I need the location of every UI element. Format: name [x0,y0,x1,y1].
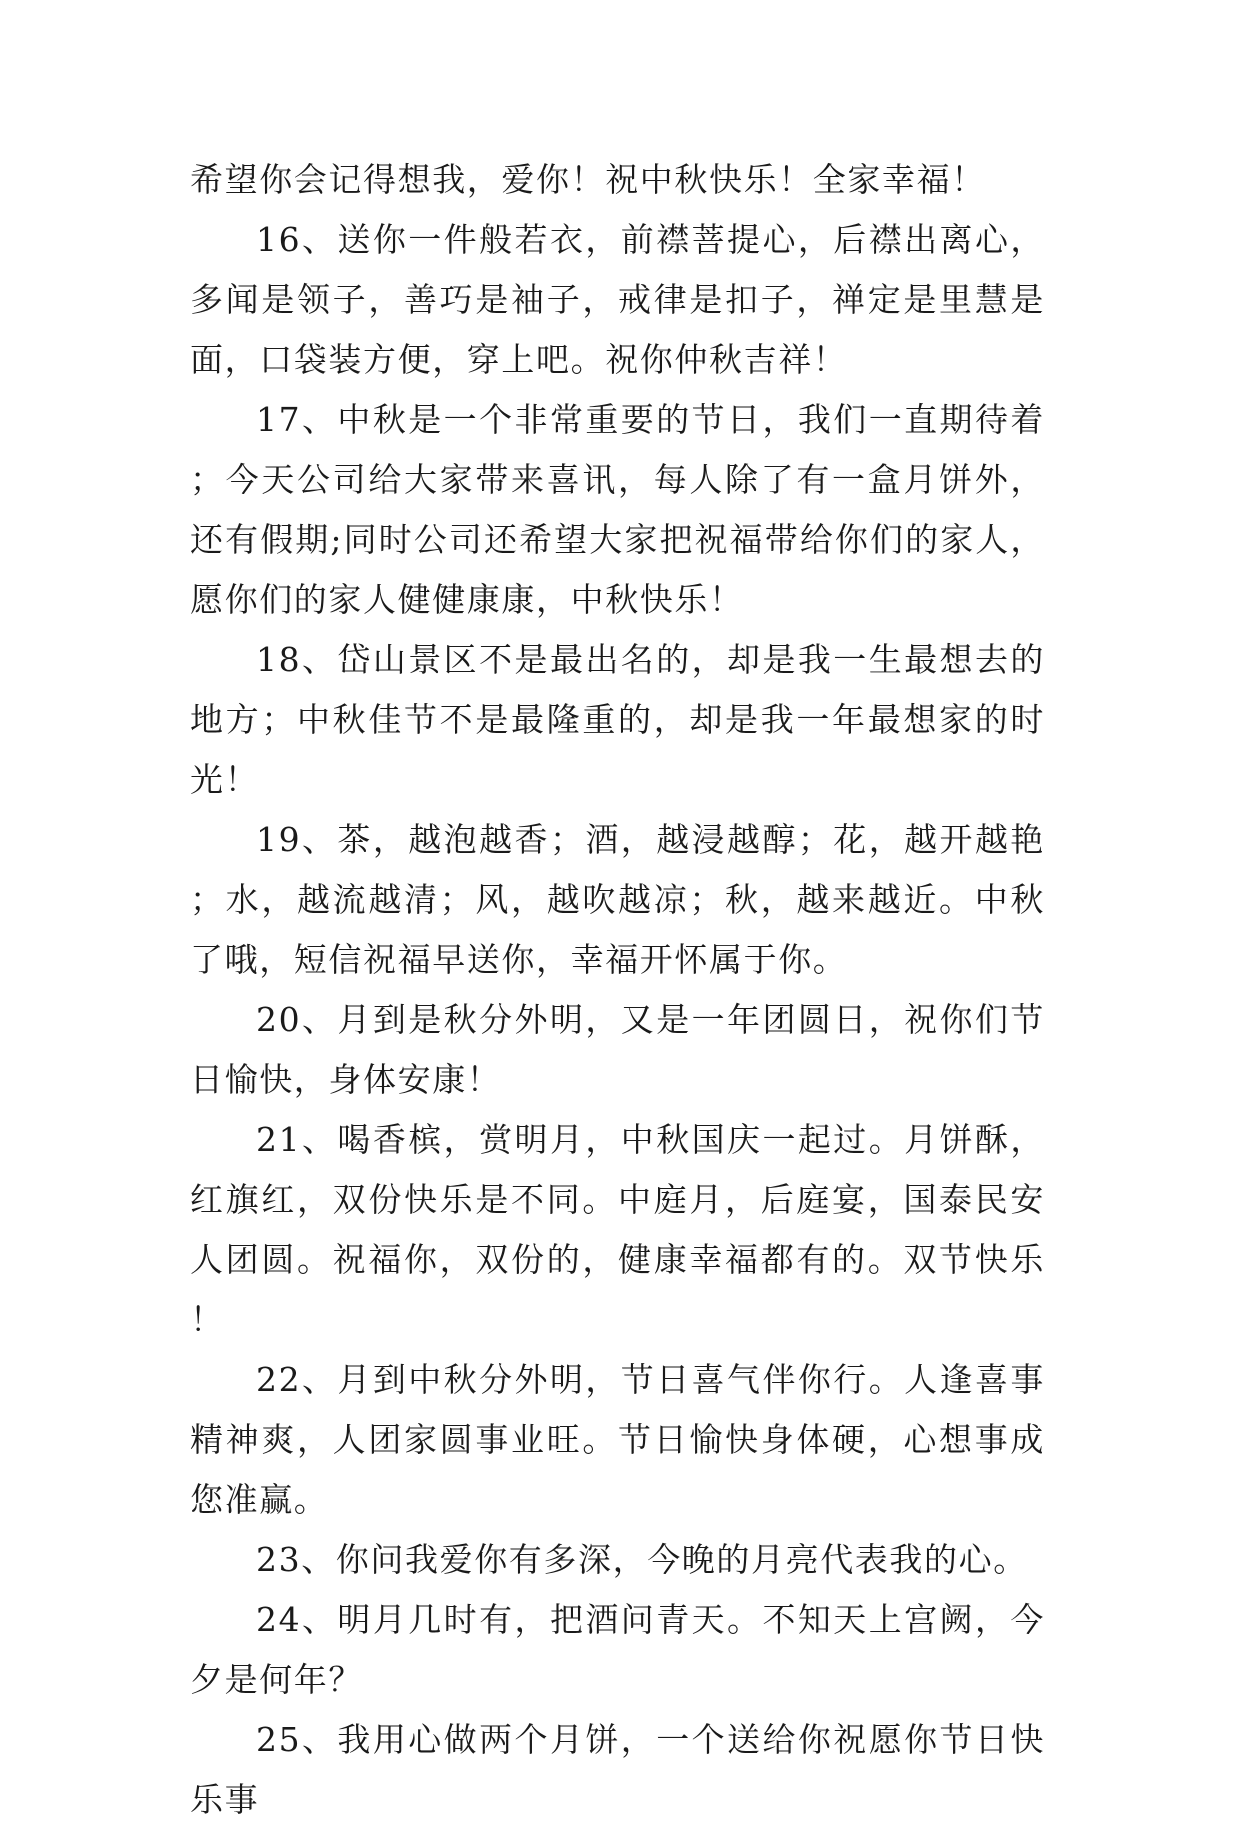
paragraph-item-21: 21、喝香槟，赏明月，中秋国庆一起过。月饼酥，红旗红，双份快乐是不同。中庭月，后庭宴，国泰民安人团圆。祝福你，双份的，健康幸福都有的。双节快乐！ [190,1120,1045,1339]
paragraph-item-17: 17、中秋是一个非常重要的节日，我们一直期待着；今天公司给大家带来喜讯，每人除了有一盒月饼外，还有假期;同时公司还希望大家把祝福带给你们的家人，愿你们的家人健健康康，中秋快乐！ [190,400,1045,619]
document-body [190,150,1045,1830]
paragraph-item-16: 16、送你一件般若衣，前襟菩提心，后襟出离心，多闻是领子，善巧是袖子，戒律是扣子，禅定是里慧是面，口袋装方便，穿上吧。祝你仲秋吉祥！ [190,220,1045,379]
paragraph-continuation: 希望你会记得想我，爱你！祝中秋快乐！全家幸福！ [190,160,986,199]
paragraph-item-19: 19、茶，越泡越香；酒，越浸越醇；花，越开越艳；水，越流越清；风，越吹越凉；秋，越来越近。中秋了哦，短信祝福早送你，幸福开怀属于你。 [190,820,1045,979]
paragraph-item-22: 22、月到中秋分外明，节日喜气伴你行。人逢喜事精神爽，人团家圆事业旺。节日愉快身体硬，心想事成您准赢。 [190,1360,1045,1519]
paragraph-item-20: 20、月到是秋分外明，又是一年团圆日，祝你们节日愉快，身体安康！ [190,1000,1045,1099]
paragraph-item-18: 18、岱山景区不是最出名的，却是我一生最想去的地方；中秋佳节不是最隆重的，却是我一年最想家的时光！ [190,640,1045,799]
paragraph-item-24: 24、明月几时有，把酒问青天。不知天上宫阙，今夕是何年？ [190,1600,1045,1699]
paragraph-item-25: 25、我用心做两个月饼，一个送给你祝愿你节日快乐事 [190,1720,1045,1819]
paragraph-item-23: 23、你问我爱你有多深，今晚的月亮代表我的心。 [256,1540,1028,1579]
